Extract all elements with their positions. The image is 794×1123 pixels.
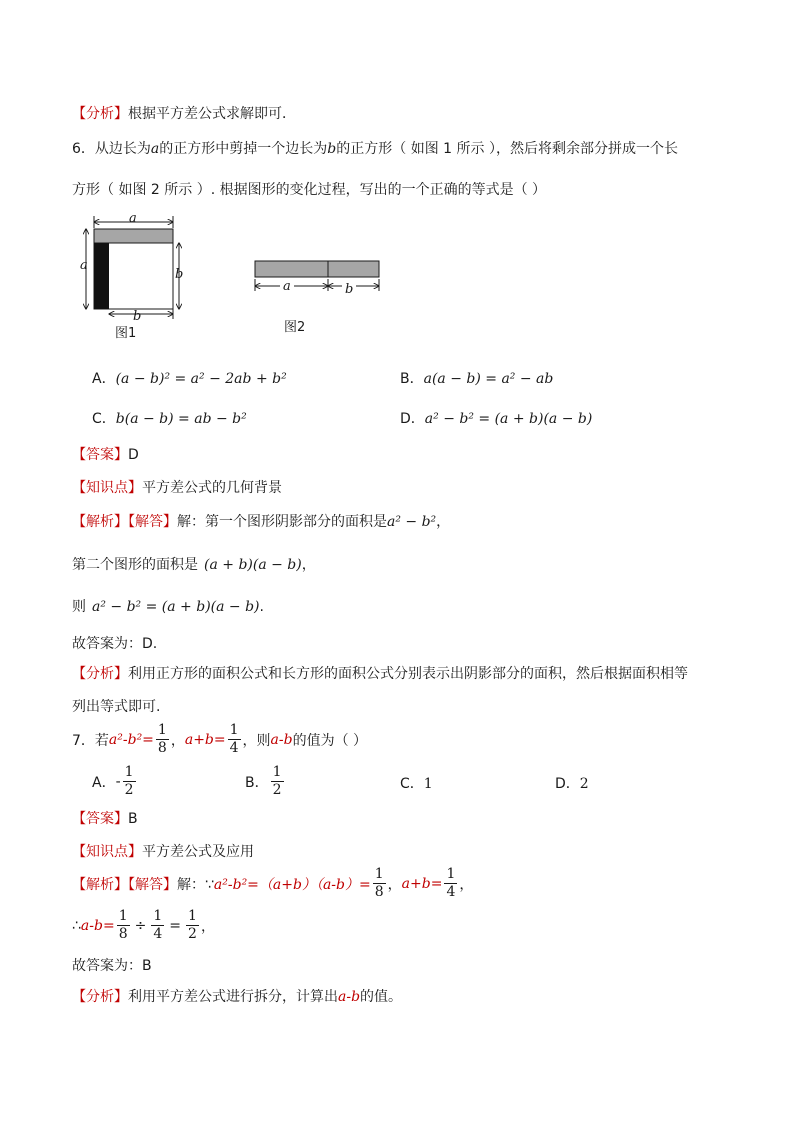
answer-value: D	[128, 447, 139, 463]
option-letter: B．	[400, 371, 424, 387]
q6-solution-line3	[72, 596, 264, 616]
solution-tag: 【解析】【解答】	[72, 876, 177, 893]
denominator: 8	[118, 926, 128, 942]
option-a[interactable]	[92, 368, 287, 388]
denominator: 2	[124, 782, 134, 798]
q6-solution-line1	[72, 511, 450, 531]
solution-text: 解：∵	[177, 876, 214, 893]
grey-strip	[94, 229, 173, 243]
numerator: 1	[124, 764, 134, 780]
option-b[interactable]	[245, 764, 286, 799]
denominator: 2	[272, 782, 282, 798]
solution-formula: a² − b² = (a + b)(a − b)	[92, 599, 260, 615]
numerator: 1	[272, 764, 282, 780]
figure-2-caption: 图2	[284, 320, 306, 335]
punct: ，	[436, 514, 451, 530]
stem-expr: a²-b²=	[108, 731, 154, 748]
label-b: b	[345, 282, 354, 297]
punct: ，	[301, 557, 316, 573]
label-left: a	[80, 258, 88, 273]
q6-solution-line2	[72, 554, 316, 574]
question-number: 7．	[72, 732, 95, 749]
answer-tag: 【答案】	[72, 811, 128, 827]
option-b[interactable]	[400, 368, 553, 388]
option-letter: A．	[92, 371, 116, 387]
figure-1-caption: 图1	[115, 326, 137, 341]
q6-answer	[72, 444, 139, 464]
stem-text: 从边长为	[94, 141, 151, 157]
q7-solution-line2	[72, 908, 215, 943]
analysis-text: 利用平方差公式进行拆分，计算出	[128, 989, 338, 1005]
option-formula: b(a − b) = ab − b²	[115, 411, 247, 427]
solution-text: 解：第一个图形阴影部分的面积是	[177, 514, 387, 530]
stem-text: 的值为（ ）	[292, 732, 368, 749]
operator: ÷	[134, 917, 147, 934]
q7-answer	[72, 808, 138, 828]
label-a: a	[283, 279, 291, 294]
option-formula: a(a − b) = a² − ab	[423, 371, 554, 387]
punct: .	[259, 599, 264, 615]
denominator: 4	[229, 740, 239, 756]
numerator: 1	[229, 722, 239, 738]
knowledge-text: 平方差公式的几何背景	[142, 480, 282, 496]
analysis-text: 利用正方形的面积公式和长方形的面积公式分别表示出阴影部分的面积，然后根据面积相等	[128, 666, 688, 682]
solution-expr: a-b=	[80, 917, 115, 934]
analysis-tag: 【分析】	[72, 666, 128, 682]
analysis-text: 根据平方差公式求解即可．	[128, 106, 296, 122]
fraction	[117, 908, 130, 943]
solution-expr: a²-b²=（a+b）（a-b）=	[213, 876, 371, 893]
q6-stem-line1	[72, 138, 678, 158]
q6-analysis-line2: 列出等式即可.	[72, 699, 161, 715]
knowledge-tag: 【知识点】	[72, 844, 142, 860]
option-c[interactable]	[400, 773, 433, 793]
numerator: 1	[188, 908, 197, 924]
punct: ，	[170, 732, 185, 749]
numerator: 1	[374, 866, 384, 882]
q7-analysis	[72, 986, 402, 1006]
black-strip	[94, 243, 109, 309]
q7-solution-line1	[72, 866, 473, 901]
option-letter: D．	[555, 776, 580, 792]
solution-text: 第二个图形的面积是	[72, 557, 198, 573]
figure-2	[250, 255, 390, 300]
option-value: 2	[579, 776, 589, 792]
q6-stem-line2: 方形（ 如图 2 所示 ）. 根据图形的变化过程，写出的一个正确的等式是（ ）	[72, 182, 547, 198]
denominator: 2	[188, 926, 197, 942]
denominator: 8	[157, 740, 167, 756]
q7-conclusion: 故答案为：B	[72, 958, 152, 974]
knowledge-text: 平方差公式及应用	[142, 844, 254, 860]
fraction	[271, 764, 284, 799]
label-bottom: b	[133, 309, 142, 324]
rect-part-a	[255, 261, 328, 277]
analysis-tag: 【分析】	[72, 989, 128, 1005]
denominator: 4	[153, 926, 163, 942]
question-number: 6．	[72, 141, 95, 157]
solution-text: ∴	[72, 917, 81, 934]
option-sign: -	[115, 773, 121, 790]
option-formula: a² − b² = (a + b)(a − b)	[424, 411, 593, 427]
numerator: 1	[446, 866, 456, 882]
fraction	[373, 866, 386, 901]
stem-text: ，则	[242, 732, 271, 749]
var-b: b	[327, 141, 337, 157]
option-letter: C．	[92, 411, 116, 427]
numerator: 1	[157, 722, 167, 738]
rect-part-b	[328, 261, 379, 277]
label-top: a	[129, 212, 137, 226]
solution-formula: a² − b²	[387, 514, 437, 530]
option-letter: B．	[245, 774, 269, 791]
knowledge-tag: 【知识点】	[72, 480, 142, 496]
operator: =	[169, 917, 182, 934]
stem-text: 若	[94, 732, 109, 749]
numerator: 1	[153, 908, 163, 924]
var-a: a	[150, 141, 160, 157]
option-d[interactable]	[555, 773, 589, 793]
solution-text: 则	[72, 599, 86, 615]
punct: ，	[387, 876, 402, 893]
option-letter: A．	[92, 774, 116, 791]
q6-conclusion: 故答案为：D.	[72, 636, 158, 652]
solution-tag: 【解析】【解答】	[72, 514, 177, 530]
fraction	[151, 908, 164, 943]
punct: ，	[459, 876, 474, 893]
label-right: b	[175, 267, 184, 282]
q7-stem	[72, 722, 367, 757]
fraction	[156, 722, 169, 757]
q7-knowledge	[72, 841, 254, 861]
stem-expr: a-b	[270, 731, 293, 748]
option-d[interactable]	[400, 408, 592, 428]
answer-value: B	[128, 811, 138, 827]
analysis-text: 的值。	[360, 989, 403, 1005]
stem-expr: a+b=	[184, 731, 226, 748]
denominator: 8	[374, 884, 384, 900]
answer-tag: 【答案】	[72, 447, 128, 463]
option-value: 1	[423, 776, 433, 792]
stem-text: 的正方形中剪掉一个边长为	[159, 141, 328, 157]
fraction	[444, 866, 457, 901]
option-letter: D．	[400, 411, 425, 427]
fraction	[186, 908, 199, 943]
analysis-tag: 【分析】	[72, 106, 128, 122]
q6-analysis-line1	[72, 663, 688, 683]
numerator: 1	[118, 908, 128, 924]
option-formula: (a − b)² = a² − 2ab + b²	[115, 371, 287, 387]
denominator: 4	[446, 884, 456, 900]
option-letter: C．	[400, 776, 424, 792]
solution-expr: a+b=	[401, 875, 443, 892]
option-c[interactable]	[92, 408, 247, 428]
fraction	[228, 722, 241, 757]
stem-text: 的正方形（ 如图 1 所示 ），然后将剩余部分拼成一个长	[336, 141, 678, 157]
q5-analysis	[72, 103, 296, 123]
solution-formula: (a + b)(a − b)	[204, 557, 302, 573]
fraction	[123, 764, 136, 799]
analysis-expr: a-b	[338, 989, 361, 1005]
option-a[interactable]	[92, 764, 138, 799]
q6-knowledge	[72, 477, 282, 497]
punct: ，	[200, 918, 215, 935]
